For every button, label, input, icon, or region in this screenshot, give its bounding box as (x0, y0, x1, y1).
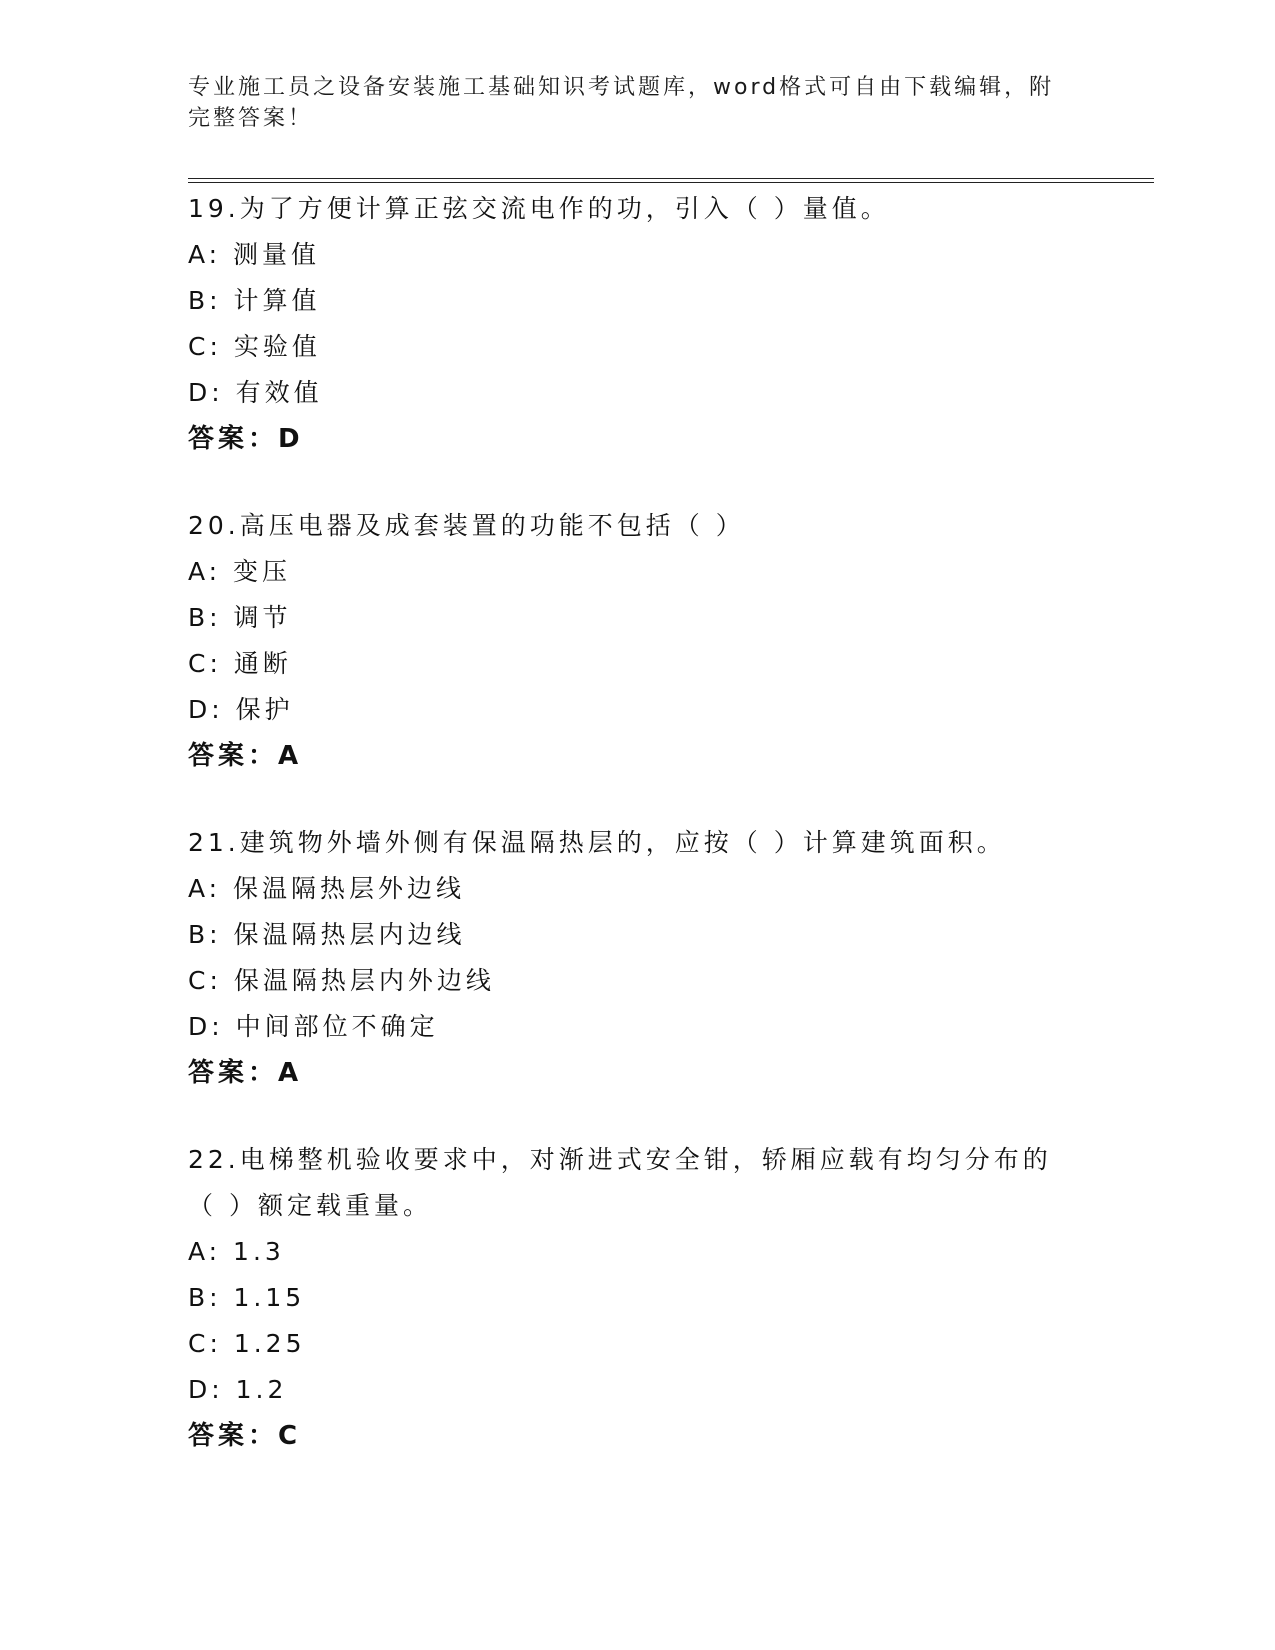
answer-label: 答案： (188, 424, 279, 454)
answer-line (188, 416, 1088, 462)
option-b: B: 计算值 (188, 286, 321, 315)
option-a: A: 保温隔热层外边线 (188, 874, 466, 903)
answer-label: 答案： (188, 741, 279, 771)
question-stem: 19.为了方便计算正弦交流电作的功，引入（ ）量值。 (188, 194, 890, 223)
question-stem: 22.电梯整机验收要求中，对渐进式安全钳，轿厢应载有均匀分布的（ ）额定载重量。 (188, 1145, 1052, 1220)
option-c: C: 实验值 (188, 332, 321, 361)
question-21 (188, 820, 1088, 1096)
option-d: D: 中间部位不确定 (188, 1012, 439, 1041)
option-d: D: 1.2 (188, 1375, 288, 1404)
option-c: C: 1.25 (188, 1329, 306, 1358)
option-a: A: 变压 (188, 557, 292, 586)
option-b: B: 1.15 (188, 1283, 306, 1312)
header-divider-top (188, 178, 1154, 179)
document-header (188, 72, 1068, 134)
answer-line (188, 1413, 1088, 1459)
question-19 (188, 186, 1088, 462)
answer-value: A (278, 1058, 300, 1088)
answer-line (188, 1050, 1088, 1096)
option-c: C: 通断 (188, 649, 292, 678)
question-stem: 20.高压电器及成套装置的功能不包括（ ） (188, 511, 745, 540)
question-list (188, 186, 1088, 1500)
option-d: D: 保护 (188, 695, 294, 724)
answer-value: D (278, 424, 301, 454)
option-b: B: 调节 (188, 603, 292, 632)
question-20 (188, 503, 1088, 779)
header-divider-bottom (188, 182, 1154, 183)
answer-value: A (278, 741, 300, 771)
option-a: A: 测量值 (188, 240, 321, 269)
option-b: B: 保温隔热层内边线 (188, 920, 466, 949)
answer-label: 答案： (188, 1421, 279, 1451)
option-c: C: 保温隔热层内外边线 (188, 966, 495, 995)
answer-line (188, 733, 1088, 779)
question-stem: 21.建筑物外墙外侧有保温隔热层的，应按（ ）计算建筑面积。 (188, 828, 1006, 857)
answer-value: C (278, 1421, 299, 1451)
answer-label: 答案： (188, 1058, 279, 1088)
header-text: 专业施工员之设备安装施工基础知识考试题库，word格式可自由下载编辑，附完整答案！ (188, 75, 1055, 131)
question-22 (188, 1137, 1088, 1459)
option-a: A: 1.3 (188, 1237, 285, 1266)
option-d: D: 有效值 (188, 378, 323, 407)
